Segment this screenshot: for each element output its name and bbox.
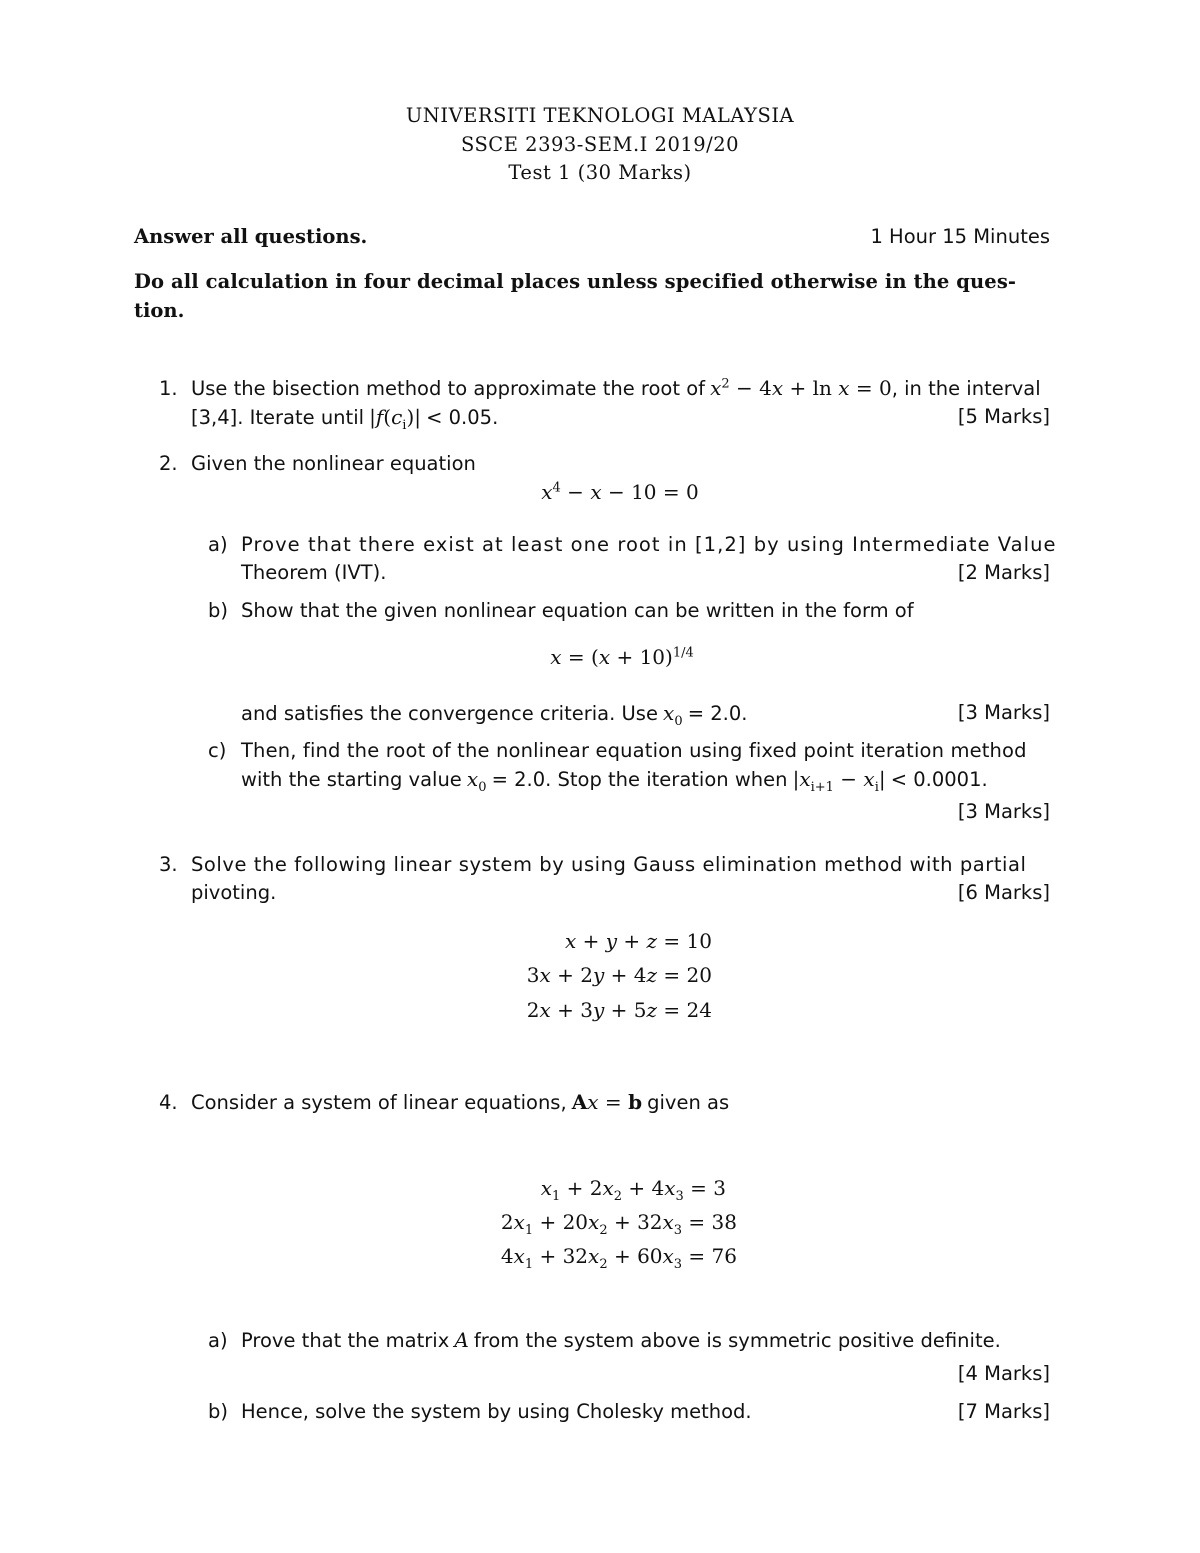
duration: 1 Hour 15 Minutes bbox=[870, 225, 1050, 248]
q4a-matrix-a: A bbox=[454, 1328, 469, 1352]
q2c-line1: Then, find the root of the nonlinear equation using fixed point iteration method bbox=[241, 739, 1027, 762]
q2a-line2: Theorem (IVT). bbox=[241, 561, 387, 584]
decimal-instruction-line1: Do all calculation in four decimal places unless specified otherwise in the ques- bbox=[134, 270, 1017, 293]
q2c-line2-mid: = 2.0. Stop the iteration when bbox=[491, 768, 788, 791]
q1-line1-pre: Use the bisection method to approximate the root of bbox=[191, 377, 705, 400]
q3-number: 3. bbox=[159, 853, 178, 876]
q2c-x0: $x_0$ bbox=[466, 767, 487, 795]
q2b-line2 bbox=[241, 701, 748, 729]
q2b-label: b) bbox=[208, 599, 228, 622]
q1-line1-post: , in the interval bbox=[891, 377, 1041, 400]
q2b-line1: Show that the given nonlinear equation can be written in the form of bbox=[241, 599, 914, 622]
test-title: Test 1 (30 Marks) bbox=[508, 161, 692, 184]
q3-equation-2: 3x + 2y + 4z = 20 bbox=[526, 963, 712, 987]
course-code: SSCE 2393-SEM.I 2019/20 bbox=[460, 133, 740, 156]
decimal-instruction-line2: tion. bbox=[134, 299, 185, 322]
q3-line1: Solve the following linear system by using Gauss elimination method with partial bbox=[191, 853, 1027, 876]
q4-number: 4. bbox=[159, 1091, 178, 1114]
q2a-label: a) bbox=[208, 533, 228, 556]
q2b-equation: $x = (x + 10)^{1/4}$ bbox=[550, 645, 694, 669]
q4b-line: Hence, solve the system by using Cholesky method. bbox=[241, 1400, 752, 1423]
q1-marks: [5 Marks] bbox=[957, 405, 1050, 428]
q4b-label: b) bbox=[208, 1400, 228, 1423]
q2c-label: c) bbox=[208, 739, 227, 762]
q4-system-notation: Ax = b bbox=[571, 1090, 643, 1114]
q1-equation: $x^2 - 4x + \ln x = 0$ bbox=[710, 376, 892, 400]
q2b-x0: $x_0$ bbox=[663, 701, 683, 729]
q4a-marks: [4 Marks] bbox=[957, 1362, 1050, 1385]
q2c-line2-pre: with the starting value bbox=[241, 768, 462, 791]
q3-marks: [6 Marks] bbox=[957, 881, 1050, 904]
q2c-marks: [3 Marks] bbox=[957, 800, 1050, 823]
q3-equation-3: 2x + 3y + 5z = 24 bbox=[526, 998, 712, 1022]
q4a-label: a) bbox=[208, 1329, 228, 1352]
q4a-line-pre: Prove that the matrix bbox=[241, 1329, 450, 1352]
q4a-line-post: from the system above is symmetric positive definite. bbox=[473, 1329, 1001, 1352]
q4-intro bbox=[191, 1090, 729, 1114]
q3-line2: pivoting. bbox=[191, 881, 277, 904]
q2c-line2-post: < 0.0001. bbox=[890, 768, 988, 791]
q4-equation-1: $x_1 + 2x_2 + 4x_3 = 3$ bbox=[540, 1176, 726, 1204]
q1-line1 bbox=[191, 376, 1041, 400]
q4-intro-post: given as bbox=[647, 1091, 730, 1114]
q2c-line2 bbox=[241, 767, 988, 795]
answer-all-instruction: Answer all questions. bbox=[134, 225, 368, 248]
q2a-line1: Prove that there exist at least one root in [1,2] by using Intermediate Value bbox=[241, 533, 1057, 556]
q2-equation: $x^4 - x - 10 = 0$ bbox=[541, 480, 699, 504]
q1-line2-pre: [3,4]. Iterate until bbox=[191, 406, 365, 429]
q4-equation-2: $2x_1 + 20x_2 + 32x_3 = 38$ bbox=[500, 1210, 737, 1238]
q1-condition: $|f(c_i)|$ bbox=[369, 405, 422, 433]
q2c-condition: $|x_{i+1} - x_i|$ bbox=[792, 767, 886, 795]
q4b-marks: [7 Marks] bbox=[957, 1400, 1050, 1423]
q4a-line bbox=[241, 1328, 1001, 1352]
q2-number: 2. bbox=[159, 452, 178, 475]
q4-intro-pre: Consider a system of linear equations, bbox=[191, 1091, 567, 1114]
q1-number: 1. bbox=[159, 377, 178, 400]
q2b-line2-post: = 2.0. bbox=[687, 702, 748, 725]
q2a-marks: [2 Marks] bbox=[957, 561, 1050, 584]
q4-equation-3: $4x_1 + 32x_2 + 60x_3 = 76$ bbox=[500, 1244, 737, 1272]
q3-equation-1: x + y + z = 10 bbox=[564, 929, 712, 953]
university-title: UNIVERSITI TEKNOLOGI MALAYSIA bbox=[405, 104, 795, 127]
q2b-line2-pre: and satisfies the convergence criteria. Use bbox=[241, 702, 658, 725]
q2-intro: Given the nonlinear equation bbox=[191, 452, 476, 475]
q1-line2 bbox=[191, 405, 499, 433]
q1-line2-post: < 0.05. bbox=[426, 406, 499, 429]
q2b-marks: [3 Marks] bbox=[957, 701, 1050, 724]
